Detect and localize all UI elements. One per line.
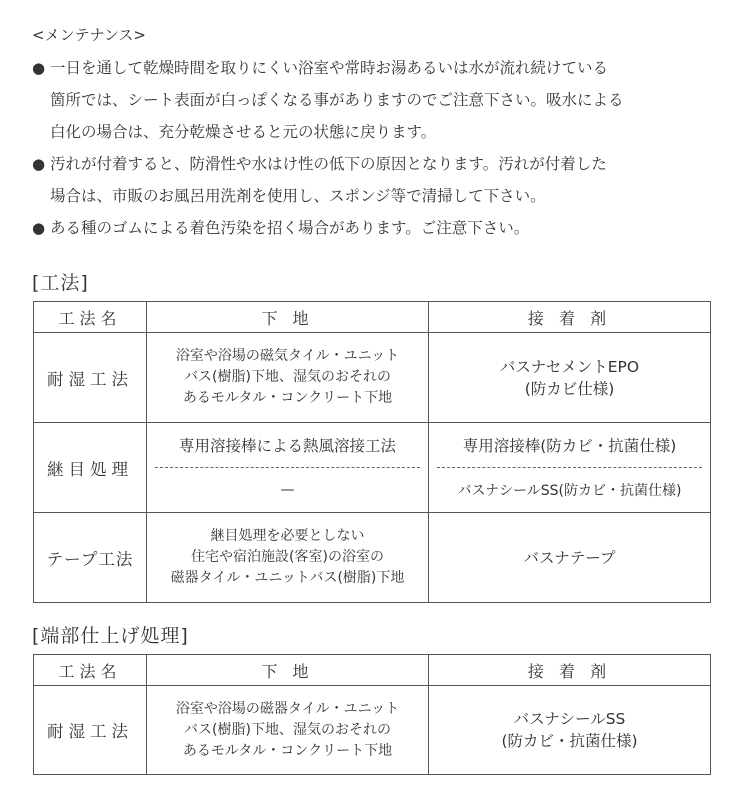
note-line: ある種のゴムによる着色汚染を招く場合があります。ご注意下さい。 — [50, 219, 530, 237]
adhesive-split-cell — [429, 423, 711, 513]
header-adhesive: 接 着 剤 — [429, 302, 711, 333]
base-cell — [147, 333, 429, 423]
bullet-icon: ● — [32, 59, 46, 77]
table-row — [34, 686, 711, 775]
base-line: 継目処理を必要としない — [210, 528, 365, 544]
base-cell — [147, 686, 429, 775]
note-line: 汚れが付着すると、防滑性や水はけ性の低下の原因となります。汚れが付着した — [50, 155, 607, 173]
adhesive-cell — [429, 333, 711, 423]
base-line: 浴室や浴場の磁器タイル・ユニット — [175, 700, 400, 717]
edge-table — [33, 654, 711, 775]
note-line: 一日を通して乾燥時間を取りにくい浴室や常時お湯あるいは水が流れ続けている — [50, 59, 609, 77]
base-top: 専用溶接棒による熱風溶接工法 — [178, 437, 396, 455]
adhesive-line: バスナセメントEPO — [499, 357, 640, 376]
adhesive-cell — [429, 686, 711, 775]
adhesive-bottom: バスナシールSS(防カビ・抗菌仕様) — [457, 483, 682, 499]
header-method: 工法名 — [34, 302, 147, 333]
method-name: テープ工法 — [34, 513, 147, 603]
note-line: 箇所では、シート表面が白っぽくなる事がありますのでご注意下さい。吸水による — [50, 91, 624, 109]
base-cell — [147, 513, 429, 603]
base-line: 住宅や宿泊施設(客室)の浴室の — [191, 549, 384, 565]
adhesive-line: バスナシールSS — [513, 710, 626, 728]
base-line: あるモルタル・コンクリート下地 — [182, 390, 393, 406]
method-name: 耐湿工法 — [34, 333, 147, 423]
bullet-icon: ● — [32, 155, 46, 173]
base-bottom: — — [280, 482, 295, 498]
base-line: 磁器タイル・ユニットバス(樹脂)下地 — [170, 570, 405, 586]
header-base: 下 地 — [147, 655, 429, 686]
adhesive-line: バスナテープ — [523, 548, 616, 567]
header-method: 工法名 — [34, 655, 147, 686]
table-header-row — [34, 655, 711, 686]
base-split-cell — [147, 423, 429, 513]
adhesive-line: (防カビ・抗菌仕様) — [501, 732, 638, 750]
maintenance-note-1 — [32, 52, 624, 148]
table-row — [34, 423, 711, 513]
bullet-icon: ● — [32, 219, 46, 237]
note-line: 場合は、市販のお風呂用洗剤を使用し、スポンジ等で清掃して下さい。 — [50, 187, 546, 205]
method-name: 継目処理 — [34, 423, 147, 513]
note-line: 白化の場合は、充分乾燥させると元の状態に戻ります。 — [50, 123, 437, 141]
adhesive-cell — [429, 513, 711, 603]
method-section-title: [工法] — [32, 272, 89, 294]
base-line: バス(樹脂)下地、湿気のおそれの — [184, 721, 391, 738]
maintenance-note-3 — [32, 212, 529, 244]
adhesive-line: (防カビ仕様) — [524, 379, 615, 398]
adhesive-top: 専用溶接棒(防カビ・抗菌仕様) — [462, 437, 677, 455]
method-name: 耐湿工法 — [34, 686, 147, 775]
table-header-row — [34, 302, 711, 333]
base-line: 浴室や浴場の磁気タイル・ユニット — [175, 348, 400, 364]
method-table — [33, 301, 711, 603]
header-adhesive: 接 着 剤 — [429, 655, 711, 686]
maintenance-title: <メンテナンス> — [32, 26, 146, 44]
table-row — [34, 333, 711, 423]
maintenance-note-2 — [32, 148, 607, 212]
base-line: バス(樹脂)下地、湿気のおそれの — [184, 369, 391, 385]
edge-section-title: [端部仕上げ処理] — [32, 625, 189, 647]
header-base: 下 地 — [147, 302, 429, 333]
table-row — [34, 513, 711, 603]
base-line: あるモルタル・コンクリート下地 — [182, 742, 393, 759]
